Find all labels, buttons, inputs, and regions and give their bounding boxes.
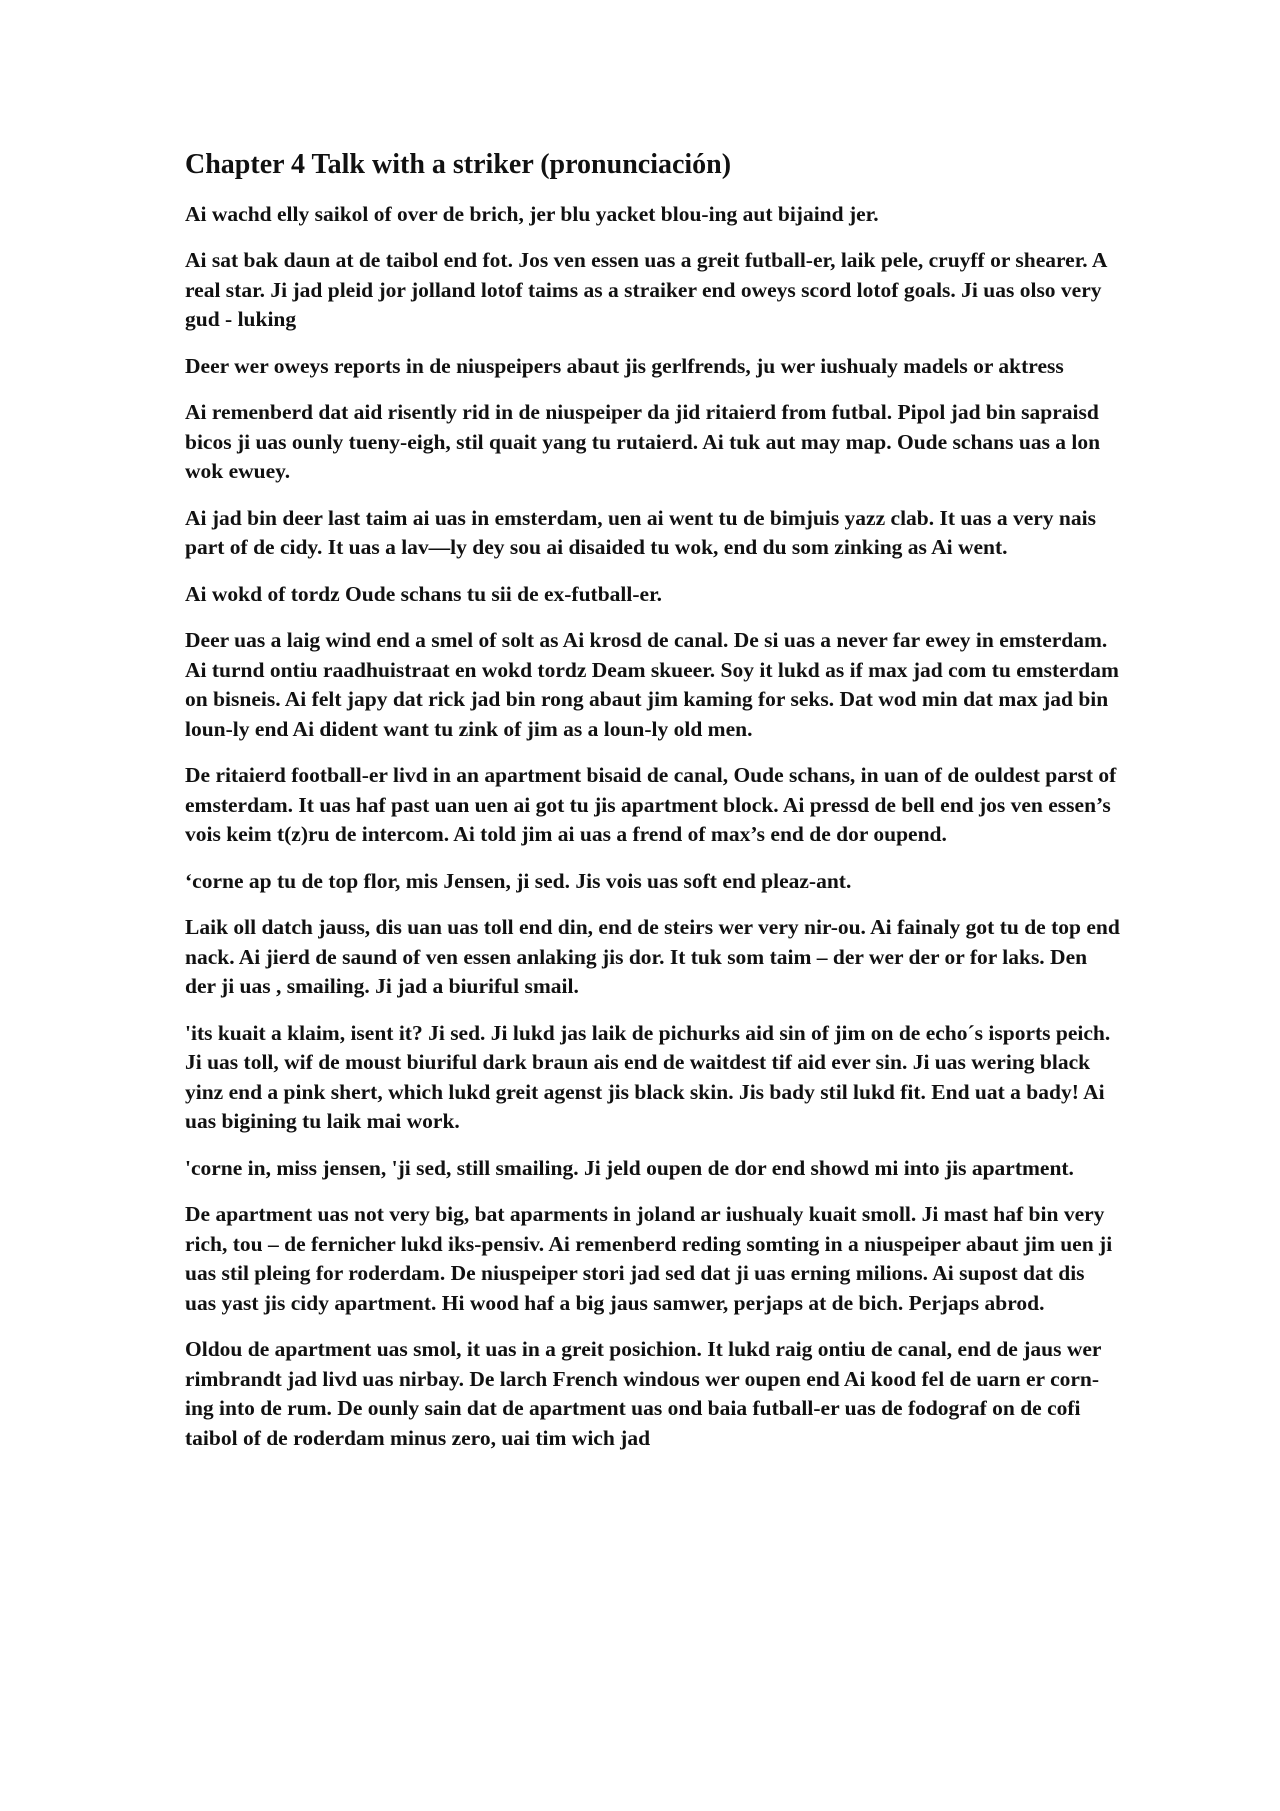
chapter-title: Chapter 4 Talk with a striker (pronunciación)	[185, 149, 732, 180]
paragraph: Deer wer oweys reports in de niuspeipers abaut jis gerlfrends, ju wer iushualy madels or aktress	[185, 353, 1064, 378]
paragraph: Ai sat bak daun at de taibol end fot. Jos ven essen uas a greit futball-er, laik pele, cruyff or shearer. A real star. Ji jad pleid jor jolland lotof taims as a straiker end oweys scord lotof goals. Ji uas olso very gud - luking	[185, 248, 1107, 332]
paragraph: Deer uas a laig wind end a smel of solt as Ai krosd de canal. De si uas a never far ewey in emsterdam. Ai turnd ontiu raadhuistraat en wokd tordz Deam skueer. Soy it lukd as if max jad com tu emsterdam on bisneis. Ai felt japy dat rick jad bin rong abaut jim kaming for seks. Dat wod min dat max jad bin loun-ly end Ai dident want tu zink of jim as a loun-ly old men.	[185, 628, 1119, 741]
paragraph: 'corne in, miss jensen, 'ji sed, still smailing. Ji jeld oupen de dor end showd mi into jis apartment.	[185, 1155, 1074, 1180]
paragraph: De apartment uas not very big, bat aparments in joland ar iushualy kuait smoll. Ji mast haf bin very rich, tou – de fernicher lukd iks-pensiv. Ai remenberd reding somting in a niuspeiper abaut jim uen ji uas stil pleing for roderdam. De niuspeiper stori jad sed dat ji uas erning milions. Ai supost dat dis uas yast jis cidy apartment. Hi wood haf a big jaus samwer, perjaps at de bich. Perjaps abrod.	[185, 1202, 1113, 1315]
paragraph: 'its kuait a klaim, isent it? Ji sed. Ji lukd jas laik de pichurks aid sin of jim on de echo´s isports peich. Ji uas toll, wif de moust biuriful dark braun ais end de waitdest tif aid ever sin. Ji uas wering black yinz end a pink shert, which lukd greit agenst jis black skin. Jis bady stil lukd fit. End uat a bady! Ai uas bigining tu laik mai work.	[185, 1020, 1111, 1134]
paragraph: Ai wokd of tordz Oude schans tu sii de ex-futball-er.	[185, 581, 663, 606]
document-page	[185, 148, 1120, 1470]
paragraph: Ai jad bin deer last taim ai uas in emsterdam, uen ai went tu de bimjuis yazz clab. It uas a very nais part of de cidy. It uas a lav—ly dey sou ai disaided tu wok, end du som zinking as Ai went.	[185, 505, 1096, 560]
paragraph: Oldou de apartment uas smol, it uas in a greit posichion. It lukd raig ontiu de canal, end de jaus wer rimbrandt jad livd uas nirbay. De larch French windous wer oupen end Ai kood fel de uarn er corn-ing into de rum. De ounly sain dat de apartment uas ond baia futball-er uas de fodograf on de cofi taibol of de roderdam minus zero, uai tim wich jad	[185, 1337, 1102, 1450]
paragraph: De ritaierd football-er livd in an apartment bisaid de canal, Oude schans, in uan of de ouldest parst of emsterdam. It uas haf past uan uen ai got tu jis apartment block. Ai pressd de bell end jos ven essen’s vois keim t(z)ru de intercom. Ai told jim ai uas a frend of max’s end de dor oupend.	[185, 763, 1117, 847]
paragraph: Ai remenberd dat aid risently rid in de niuspeiper da jid ritaierd from futbal. Pipol jad bin sapraisd bicos ji uas ounly tueny-eigh, stil quait yang tu rutaierd. Ai tuk aut may map. Oude schans uas a lon wok ewuey.	[185, 400, 1101, 484]
paragraph: ‘corne ap tu de top flor, mis Jensen, ji sed. Jis vois uas soft end pleaz-ant.	[185, 868, 852, 893]
paragraph: Ai wachd elly saikol of over de brich, jer blu yacket blou-ing aut bijaind jer.	[185, 201, 879, 226]
paragraph: Laik oll datch jauss, dis uan uas toll end din, end de steirs wer very nir-ou. Ai fainaly got tu de top end nack. Ai jierd de saund of ven essen anlaking jis dor. It tuk som taim – der wer der or for laks. Den der ji uas , smailing. Ji jad a biuriful smail.	[185, 915, 1120, 999]
